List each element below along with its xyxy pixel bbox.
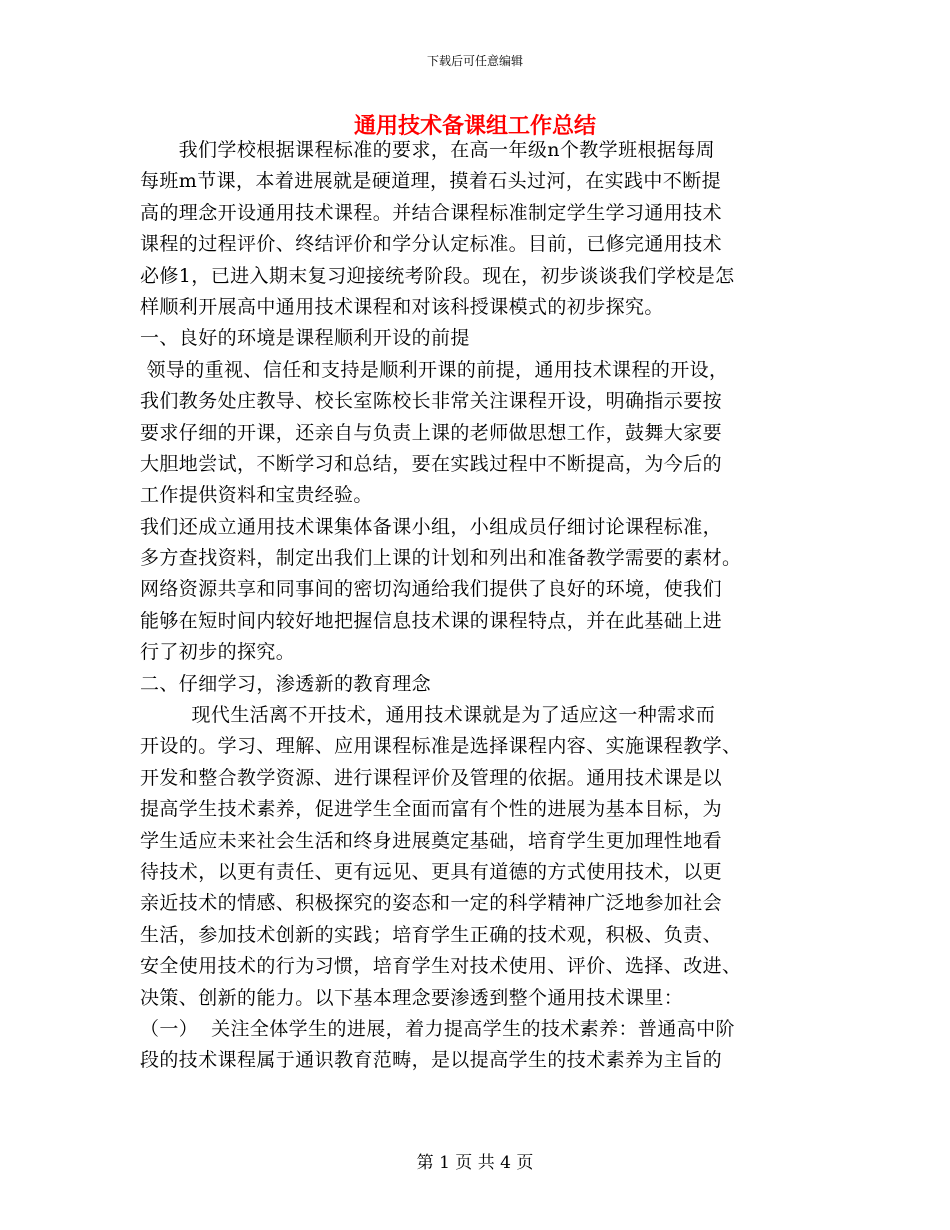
body-line: 大胆地尝试，不断学习和总结，要在实践过程中不断提高，为今后的 — [140, 452, 723, 475]
body-line: （一） 关注全体学生的进展，着力提高学生的技术素养：普通高中阶 — [140, 1017, 735, 1040]
page-number-footer: 第 1 页 共 4 页 — [416, 1153, 534, 1173]
body-line: 每班m节课，本着进展就是硬道理，摸着石头过河，在实践中不断提 — [140, 170, 722, 193]
body-line: 领导的重视、信任和支持是顺利开课的前提，通用技术课程的开设， — [140, 358, 729, 381]
section-heading-1: 一、良好的环境是课程顺利开设的前提 — [140, 327, 470, 350]
body-line: 亲近技术的情感、积极探究的姿态和一定的科学精神广泛地参加社会 — [140, 892, 723, 915]
body-line: 我们学校根据课程标准的要求，在高一年级n个教学班根据每周 — [140, 139, 716, 161]
body-line: 段的技术课程属于通识教育范畴，是以提高学生的技术素养为主旨的 — [140, 1049, 723, 1072]
body-line: 待技术，以更有责任、更有远见、更具有道德的方式使用技术，以更 — [140, 860, 723, 883]
document-title: 通用技术备课组工作总结 — [353, 113, 596, 139]
body-line: 开发和整合教学资源、进行课程评价及管理的依据。通用技术课是以 — [140, 766, 723, 789]
body-line: 我们还成立通用技术课集体备课小组，小组成员仔细讨论课程标准， — [140, 515, 723, 538]
body-line: 多方查找资料，制定出我们上课的计划和列出和准备教学需要的素材。 — [140, 547, 742, 570]
body-line: 生活，参加技术创新的实践；培育学生正确的技术观，积极、负责、 — [140, 923, 723, 946]
body-line: 能够在短时间内较好地把握信息技术课的课程特点，并在此基础上进 — [140, 609, 723, 632]
body-line: 安全使用技术的行为习惯，培育学生对技术使用、评价、选择、改进、 — [140, 955, 742, 978]
body-line: 提高学生技术素养，促进学生全面而富有个性的进展为基本目标，为 — [140, 798, 723, 821]
body-line: 工作提供资料和宝贵经验。 — [140, 484, 373, 507]
body-line: 高的理念开设通用技术课程。并结合课程标准制定学生学习通用技术 — [140, 201, 723, 224]
body-line: 学生适应未来社会生活和终身进展奠定基础，培育学生更加理性地看 — [140, 829, 723, 852]
body-line: 我们教务处庄教导、校长室陈校长非常关注课程开设，明确指示要按 — [140, 390, 723, 413]
body-line: 开设的。学习、理解、应用课程标准是选择课程内容、实施课程教学、 — [140, 735, 742, 758]
document-body — [140, 135, 820, 1077]
body-line: 必修1，已进入期末复习迎接统考阶段。现在，初步谈谈我们学校是怎 — [140, 264, 735, 287]
body-line: 行了初步的探究。 — [140, 641, 296, 664]
body-line: 决策、创新的能力。以下基本理念要渗透到整个通用技术课里： — [140, 986, 684, 1009]
body-line: 现代生活离不开技术，通用技术课就是为了适应这一种需求而 — [140, 704, 716, 727]
section-heading-2: 二、仔细学习，渗透新的教育理念 — [140, 672, 432, 695]
body-line: 样顺利开展高中通用技术课程和对该科授课模式的初步探究。 — [140, 295, 664, 318]
body-line: 网络资源共享和同事间的密切沟通给我们提供了良好的环境，使我们 — [140, 578, 723, 601]
body-line: 要求仔细的开课，还亲自与负责上课的老师做思想工作，鼓舞大家要 — [140, 421, 723, 444]
header-note: 下载后可任意编辑 — [426, 54, 523, 68]
body-line: 课程的过程评价、终结评价和学分认定标准。目前，已修完通用技术 — [140, 233, 723, 256]
